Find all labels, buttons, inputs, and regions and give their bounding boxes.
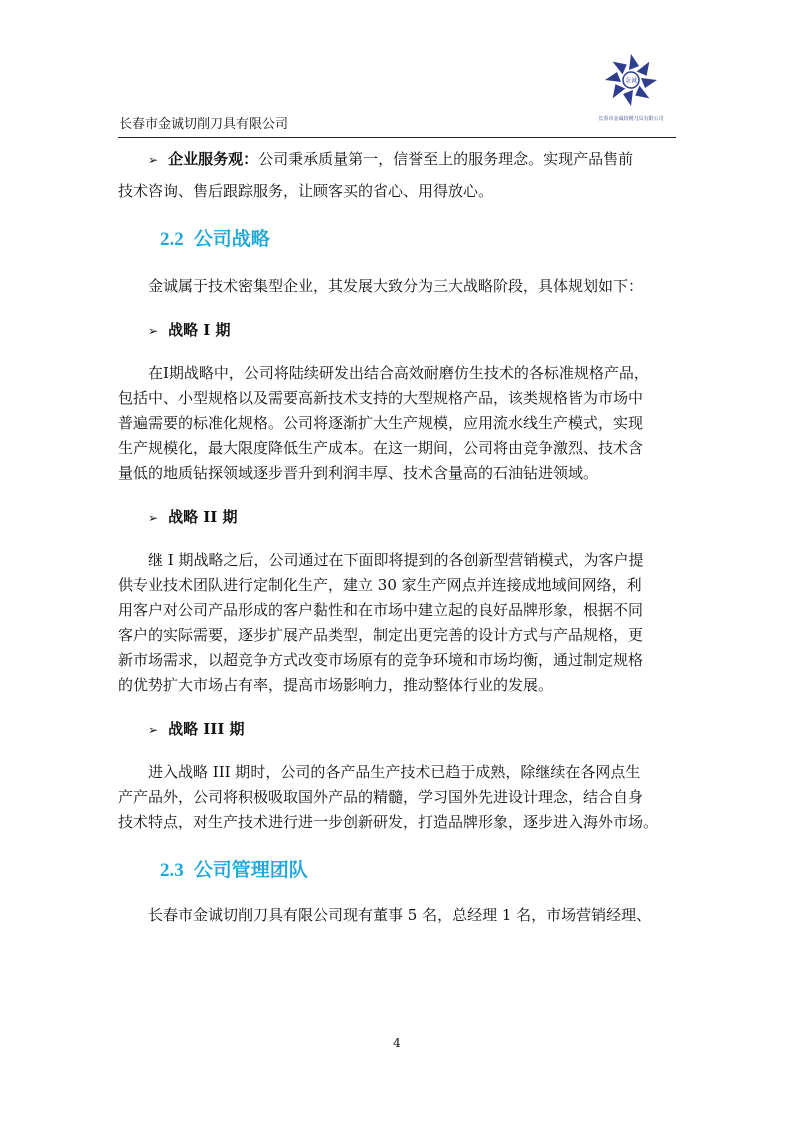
header-company-name: 长春市金诚切削刀具有限公司 (119, 117, 289, 132)
phase2-heading (118, 505, 677, 531)
paragraph-line: 生产规模化，最大限度降低生产成本。在这一期间，公司将由竞争激烈、技术含 (118, 439, 644, 457)
bullet-label: 战略 I 期 (168, 321, 231, 339)
section-number: 2.2 (160, 229, 184, 250)
phase2-paragraph (118, 548, 677, 698)
bullet-label: 战略 III 期 (168, 720, 245, 738)
paragraph-line: 继 I 期战略之后，公司通过在下面即将提到的各创新型营销模式，为客户提 (148, 551, 644, 569)
paragraph-line: 量低的地质钻探领域逐步晋升到利润丰厚、技术含量高的石油钻进领域。 (118, 464, 599, 482)
paragraph-line: 在I期战略中，公司将陆续研发出结合高效耐磨仿生技术的各标准规格产品， (148, 364, 649, 382)
section-title: 公司管理团队 (193, 859, 308, 881)
paragraph-line: 进入战略 III 期时，公司的各产品生产技术已趋于成熟，除继续在各网点生 (148, 763, 641, 781)
section-number: 2.3 (160, 860, 184, 881)
paragraph-line: 包括中、小型规格以及需要高新技术支持的大型规格产品，该类规格皆为市场中 (118, 389, 644, 407)
paragraph-line: 供专业技术团队进行定制化生产，建立 30 家生产网点并连接成地域间网络，利 (118, 576, 642, 594)
logo-text: 金诚 (624, 77, 638, 85)
arrow-bullet-icon: ➢ (148, 153, 159, 167)
arrow-bullet-icon: ➢ (148, 723, 159, 737)
paragraph-line: 技术特点，对生产技术进行进一步创新研发，打造品牌形象，逐步进入海外市场。 (118, 813, 659, 831)
phase3-paragraph (118, 760, 677, 835)
logo-caption: 长春市金诚切削刀具有限公司 (598, 116, 664, 122)
paragraph-line: 用客户对公司产品形成的客户黏性和在市场中建立起的良好品牌形象，根据不同 (118, 601, 644, 619)
phase1-heading (118, 318, 677, 344)
header-divider (118, 137, 676, 138)
phase1-paragraph (118, 361, 677, 486)
phase3-heading (118, 717, 677, 743)
paragraph-line: 普遍需要的标准化规格。公司将逐渐扩大生产规模，应用流水线生产模式，实现 (118, 414, 644, 432)
paragraph-line: 金诚属于技术密集型企业，其发展大致分为三大战略阶段，具体规划如下： (148, 277, 644, 295)
paragraph-line: 技术咨询、售后跟踪服务，让顾客买的省心、用得放心。 (118, 182, 494, 200)
paragraph-line: 的优势扩大市场占有率，提高市场影响力，推动整体行业的发展。 (118, 676, 554, 694)
section-title: 公司战略 (193, 228, 270, 250)
section-heading-2-2 (118, 225, 677, 254)
service-bullet (118, 147, 677, 173)
page-body (118, 145, 677, 928)
bullet-text: 公司秉承质量第一，信誉至上的服务理念。实现产品售前 (258, 150, 634, 168)
paragraph-line: 新市场需求，以超竞争方式改变市场原有的竞争环境和市场均衡，通过制定规格 (118, 651, 644, 669)
bullet-label: 企业服务观： (168, 150, 259, 168)
bullet-label: 战略 II 期 (168, 508, 238, 526)
paragraph-line: 长春市金诚切削刀具有限公司现有董事 5 名，总经理 1 名，市场营销经理、 (148, 906, 652, 924)
paragraph-line: 产产品外，公司将积极吸取国外产品的精髓，学习国外先进设计理念，结合自身 (118, 788, 644, 806)
arrow-bullet-icon: ➢ (148, 324, 159, 338)
section-heading-2-3 (118, 856, 677, 885)
page-number: 4 (393, 1036, 401, 1050)
arrow-bullet-icon: ➢ (148, 511, 159, 525)
company-logo (586, 46, 676, 124)
paragraph-line: 客户的实际需要，逐步扩展产品类型，制定出更完善的设计方式与产品规格，更 (118, 626, 644, 644)
